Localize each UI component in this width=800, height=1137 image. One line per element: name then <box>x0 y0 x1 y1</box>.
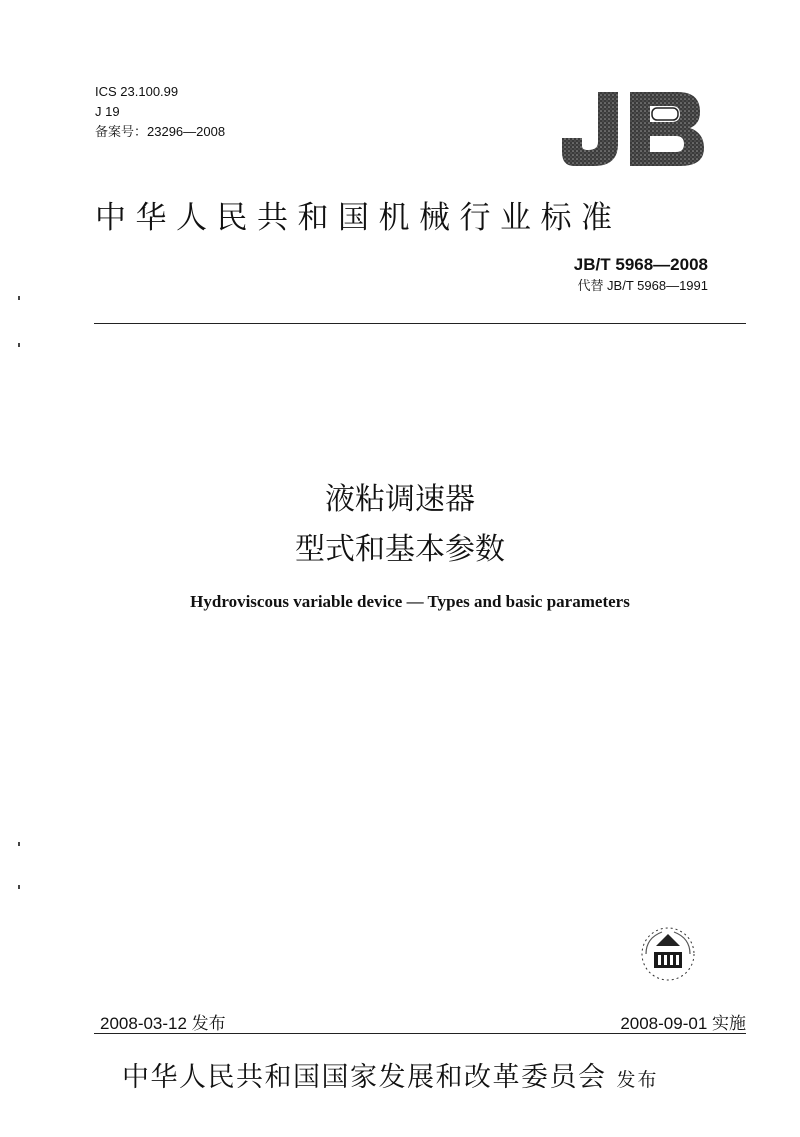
record-number: 备案号：23296—2008 <box>95 124 226 139</box>
ccs-code: J 19 <box>95 104 120 119</box>
issuer-name: 中华人民共和国国家发展和改革委员会 <box>122 1062 607 1093</box>
title-cn-line1: 液粘调速器 <box>325 482 475 517</box>
standard-number-block <box>574 254 708 296</box>
jb-logo-icon <box>560 86 710 172</box>
scan-speck <box>18 842 20 846</box>
header-divider <box>94 323 746 324</box>
classification-block <box>95 82 225 142</box>
standard-category-title: 中华人民共和国机械行业标准 <box>95 200 622 236</box>
scan-speck <box>18 296 20 300</box>
footer-divider <box>94 1033 746 1034</box>
scan-speck <box>18 885 20 889</box>
publisher-seal-icon <box>632 924 704 984</box>
replaces-standard: 代替 JB/T 5968—1991 <box>577 278 708 293</box>
issuer-action: 发布 <box>616 1069 659 1091</box>
standard-number: JB/T 5968—2008 <box>573 255 708 274</box>
issuing-authority <box>122 1055 659 1094</box>
title-en: Hydroviscous variable device — Types and basic parameters <box>190 592 630 611</box>
ics-code: ICS 23.100.99 <box>95 84 179 99</box>
publication-date: 2008-03-12 发布 <box>100 1014 226 1033</box>
effective-date: 2008-09-01 实施 <box>620 1014 746 1033</box>
title-cn-line2: 型式和基本参数 <box>295 532 505 567</box>
scan-speck <box>18 343 20 347</box>
